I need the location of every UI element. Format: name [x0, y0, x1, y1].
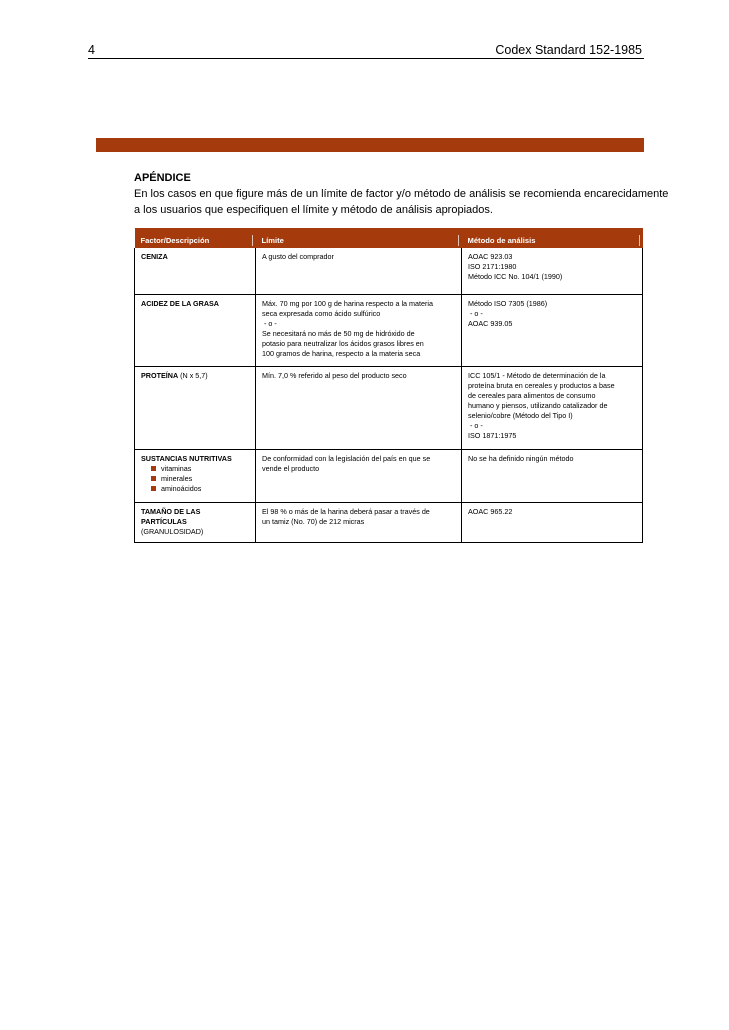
table-header-row — [135, 228, 643, 248]
table-row — [135, 248, 643, 294]
table-row — [135, 366, 643, 449]
factor-cell: TAMAÑO DE LAS PARTÍCULAS (GRANULOSIDAD) — [135, 502, 256, 542]
table-row — [135, 449, 643, 502]
list-item: vitaminas — [151, 464, 249, 474]
method-cell: AOAC 923.03 ISO 2171:1980 Método ICC No. 104/1 (1990) — [462, 248, 643, 294]
factor-cell: CENIZA — [135, 248, 256, 294]
appendix-text-line-2: a los usuarios que especifiquen el límite y método de análisis apropiados. — [134, 204, 493, 216]
method-cell: No se ha definido ningún método — [462, 449, 643, 502]
nutrient-list — [141, 464, 249, 494]
section-divider-bar — [96, 138, 644, 152]
method-cell: AOAC 965.22 — [462, 502, 643, 542]
limit-cell: Máx. 70 mg por 100 g de harina respecto a la materia seca expresada como ácido sulfúrico - o - Se necesitará no más de 50 mg de hidróxido de potasio para neutralizar los ácidos grasos libres en 100 gramos de harina, respecto a la materia seca — [256, 294, 462, 366]
table-row — [135, 502, 643, 542]
bullet-square-icon — [151, 476, 156, 481]
list-item: minerales — [151, 474, 249, 484]
method-cell: ICC 105/1 - Método de determinación de la proteína bruta en cereales y productos a base de cereales para alimentos de consumo humano y piensos, utilizando catalizador de selenio/cobre (Método del Tipo I) - o - ISO 1871:1975 — [462, 366, 643, 449]
header-limit: Límite — [256, 228, 462, 248]
limit-cell: El 98 % o más de la harina deberá pasar a través de un tamiz (No. 70) de 212 micras — [256, 502, 462, 542]
factor-cell: SUSTANCIAS NUTRITIVAS vitaminas minerales aminoácidos — [135, 449, 256, 502]
list-item: aminoácidos — [151, 484, 249, 494]
factor-cell: PROTEÍNA (N x 5,7) — [135, 366, 256, 449]
header-factor: Factor/Descripción — [135, 228, 256, 248]
appendix-intro — [134, 170, 669, 218]
limit-cell: A gusto del comprador — [256, 248, 462, 294]
limit-cell: Mín. 7,0 % referido al peso del producto seco — [256, 366, 462, 449]
bullet-square-icon — [151, 486, 156, 491]
standard-title: Codex Standard 152-1985 — [495, 43, 642, 57]
table-row — [135, 294, 643, 366]
method-cell: Método ISO 7305 (1986) - o - AOAC 939.05 — [462, 294, 643, 366]
factor-cell: ACIDEZ DE LA GRASA — [135, 294, 256, 366]
appendix-text-line-1: En los casos en que figure más de un límite de factor y/o método de análisis se recomienda encarecidamente — [134, 188, 669, 200]
limit-cell: De conformidad con la legislación del país en que se vende el producto — [256, 449, 462, 502]
header-method: Método de análisis — [462, 228, 643, 248]
bullet-square-icon — [151, 466, 156, 471]
page-number: 4 — [88, 43, 95, 57]
analysis-table — [134, 228, 643, 543]
appendix-heading: APÉNDICE — [134, 172, 191, 184]
page-header — [88, 43, 644, 59]
